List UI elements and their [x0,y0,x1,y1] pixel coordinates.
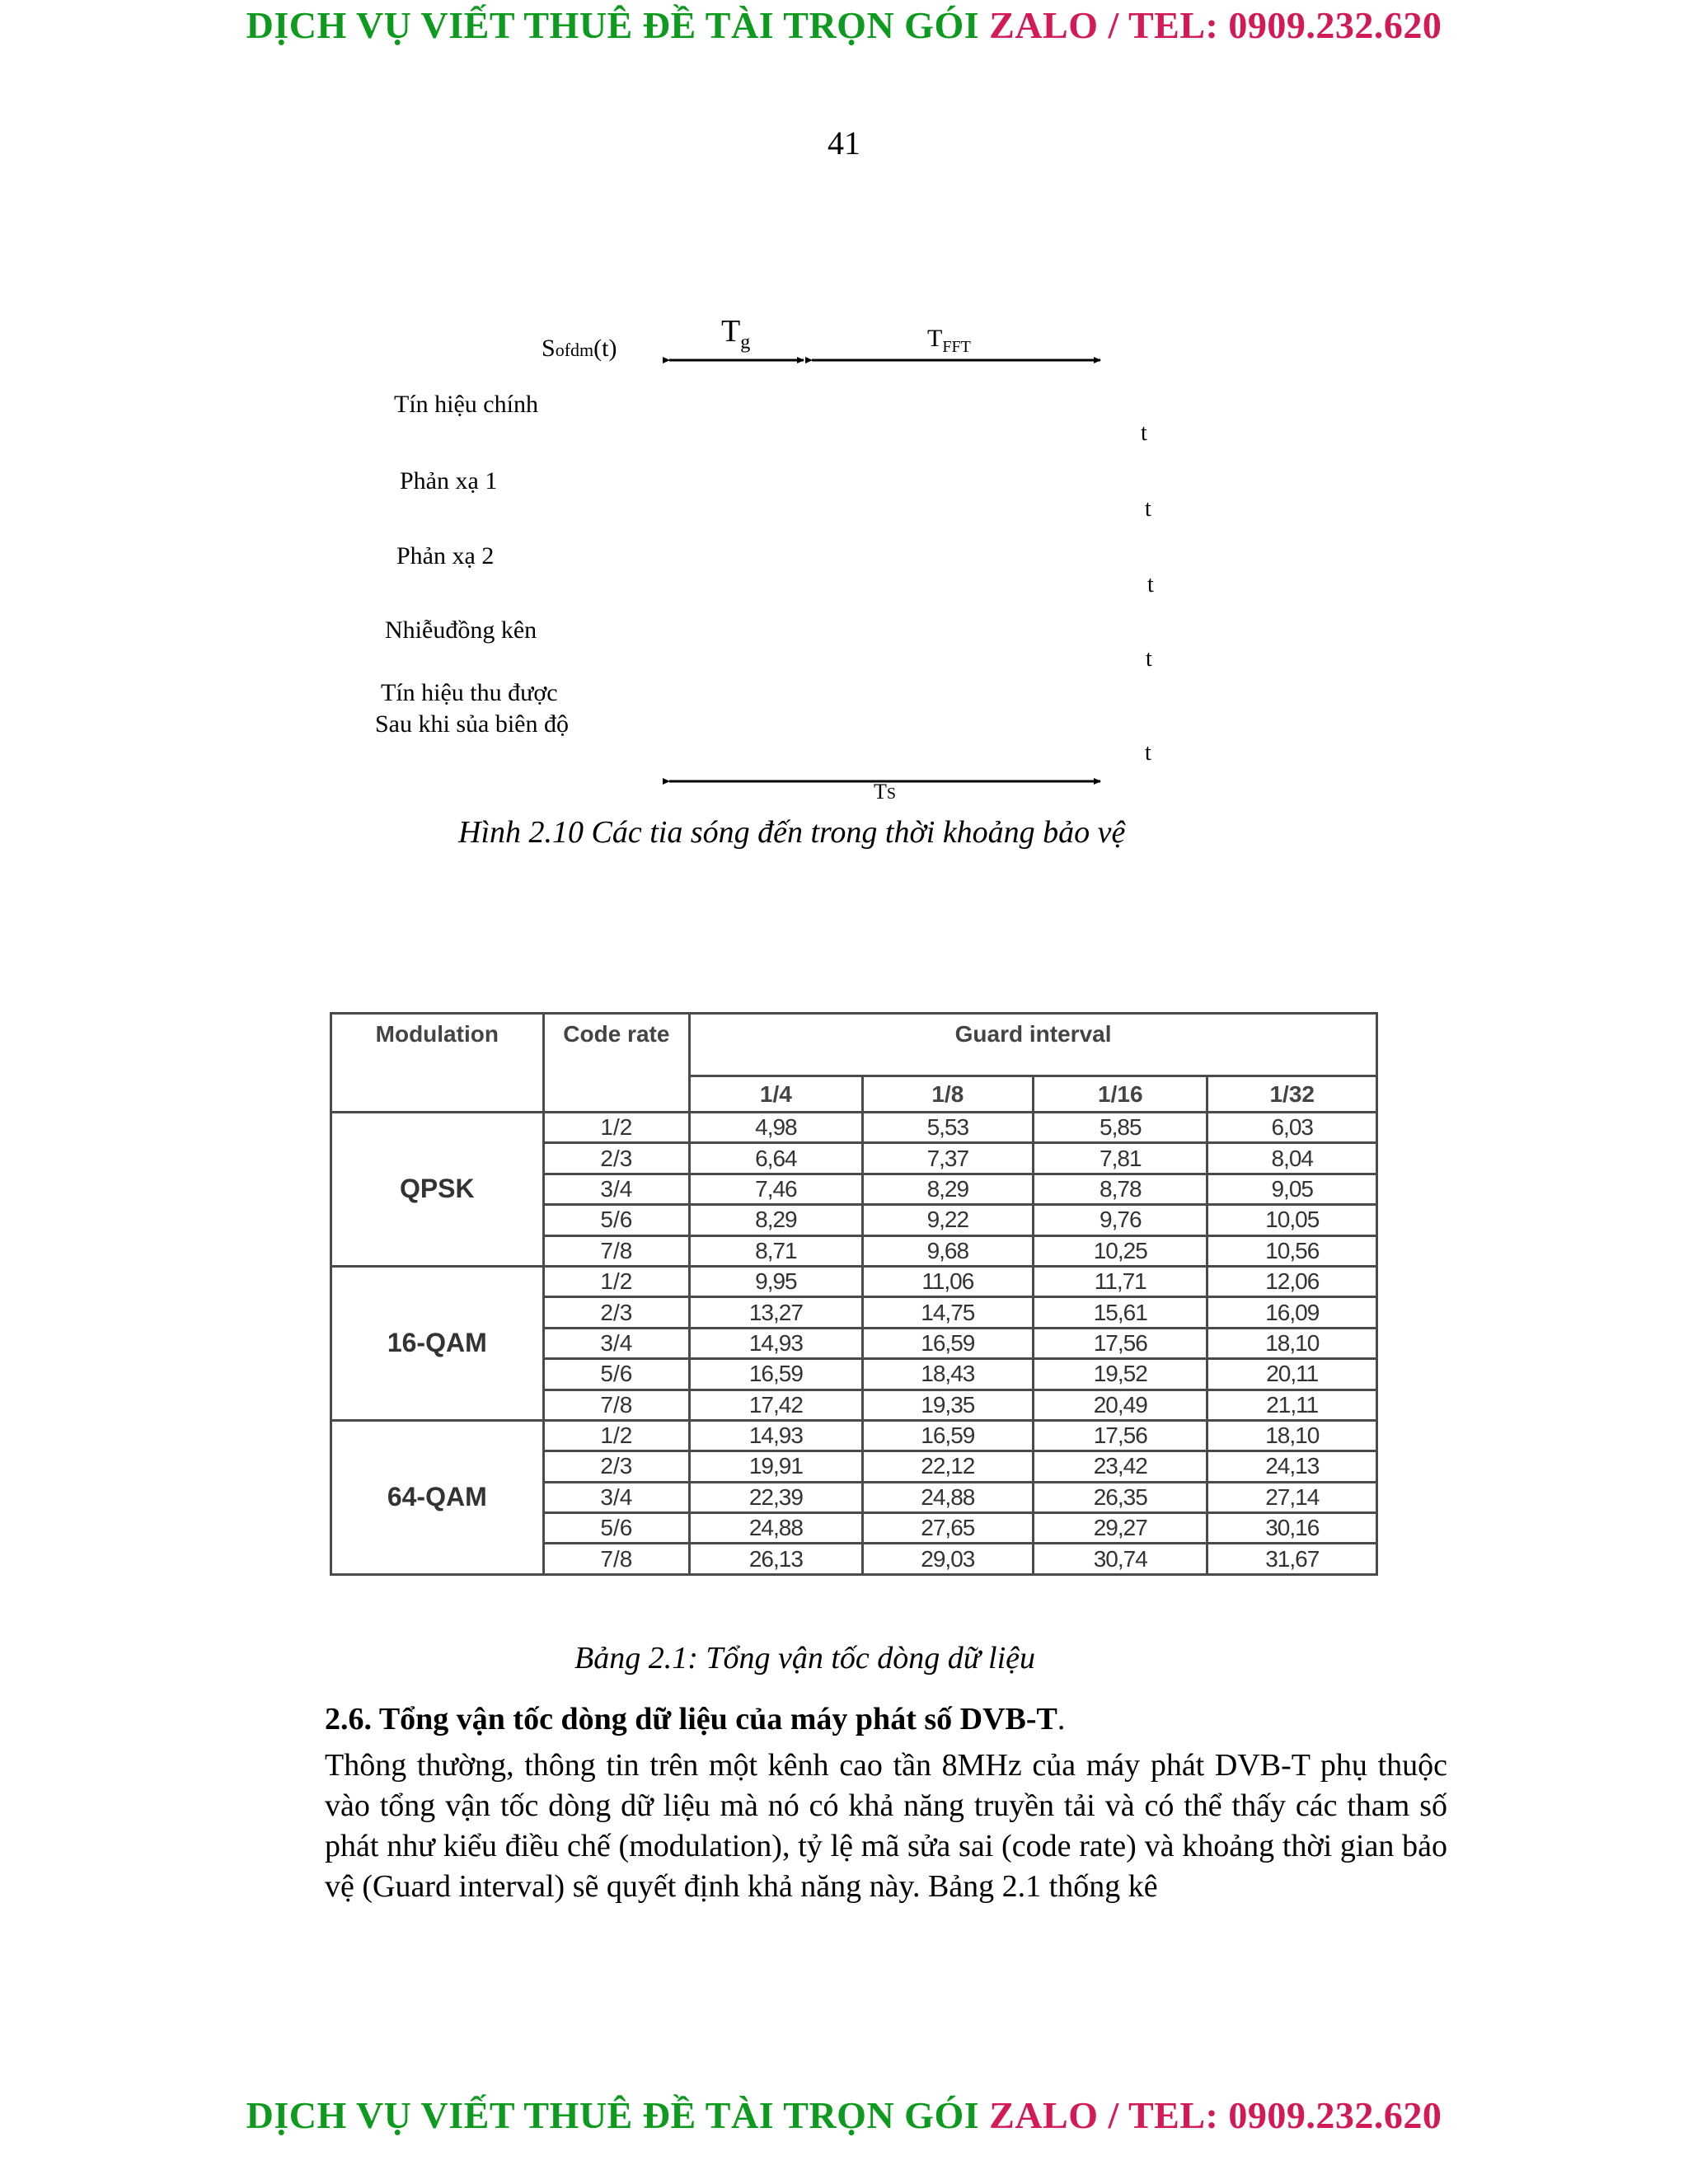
data-rate-cell: 14,93 [690,1420,862,1451]
table-row [331,1113,1377,1143]
time-axis-label: t [1147,572,1154,598]
data-rate-cell: 30,16 [1207,1513,1377,1544]
code-rate-cell: 1/2 [543,1420,690,1451]
header-modulation: Modulation [331,1014,544,1113]
data-rate-cell: 7,46 [690,1174,862,1204]
code-rate-cell: 5/6 [543,1359,690,1390]
code-rate-cell: 3/4 [543,1174,690,1204]
code-rate-cell: 2/3 [543,1143,690,1174]
data-rate-cell: 24,88 [862,1482,1033,1512]
data-rate-cell: 19,52 [1034,1359,1207,1390]
data-rate-cell: 23,42 [1034,1451,1207,1482]
data-rate-cell: 14,93 [690,1328,862,1358]
data-rate-cell: 17,42 [690,1390,862,1420]
data-rate-cell: 20,11 [1207,1359,1377,1390]
data-rate-cell: 18,10 [1207,1328,1377,1358]
data-rate-cell: 5,85 [1034,1113,1207,1143]
body-paragraph: Thông thường, thông tin trên một kênh cao tần 8MHz của máy phát DVB-T phụ thuộc vào tổng vận tốc dòng dữ liệu mà nó có khả năng truyền tải và có thể thấy các tham số phát như kiểu điều chế (modulation), tỷ lệ mã sửa sai (code rate) và khoảng thời gian bảo vệ (Guard interval) sẽ quyết định khả năng này. Bảng 2.1 thống kê [325,1748,1447,1904]
code-rate-cell: 7/8 [543,1544,690,1575]
data-rate-cell: 19,35 [862,1390,1033,1420]
time-axis-label: t [1146,646,1152,672]
page-number: 41 [828,124,860,162]
data-rate-cell: 11,71 [1034,1266,1207,1296]
data-rate-cell: 18,43 [862,1359,1033,1390]
data-rate-cell: 8,29 [862,1174,1033,1204]
data-rate-cell: 14,75 [862,1297,1033,1328]
data-rate-cell: 29,27 [1034,1513,1207,1544]
data-rate-cell: 27,14 [1207,1482,1377,1512]
header-guard-interval: Guard interval [690,1014,1377,1076]
data-rate-cell: 17,56 [1034,1328,1207,1358]
data-rate-cell: 4,98 [690,1113,862,1143]
table-row [331,1420,1377,1451]
data-rate-cell: 8,78 [1034,1174,1207,1204]
time-axis-label: t [1145,496,1151,522]
code-rate-cell: 2/3 [543,1451,690,1482]
header-guard-value: 1/8 [862,1076,1033,1113]
data-rate-cell: 26,35 [1034,1482,1207,1512]
row-label-reflection-1: Phản xạ 1 [400,467,498,494]
data-rate-cell: 5,53 [862,1113,1033,1143]
data-rate-cell: 10,25 [1034,1235,1207,1266]
signal-label: Sofdm(t) [542,335,617,362]
code-rate-cell: 5/6 [543,1513,690,1544]
header-guard-value: 1/32 [1207,1076,1377,1113]
data-rate-cell: 24,88 [690,1513,862,1544]
data-rate-cell: 7,37 [862,1143,1033,1174]
data-rate-cell: 7,81 [1034,1143,1207,1174]
data-rate-cell: 16,59 [862,1420,1033,1451]
data-rate-cell: 12,06 [1207,1266,1377,1296]
data-rate-cell: 8,29 [690,1205,862,1235]
modulation-cell: 16-QAM [331,1266,544,1420]
data-rate-cell: 9,76 [1034,1205,1207,1235]
data-rate-cell: 21,11 [1207,1390,1377,1420]
banner-contact-text: ZALO / TEL: 0909.232.620 [989,2094,1442,2136]
data-rate-cell: 8,04 [1207,1143,1377,1174]
code-rate-cell: 3/4 [543,1328,690,1358]
ts-label: TS [874,780,897,804]
data-rate-cell: 15,61 [1034,1297,1207,1328]
data-rate-cell: 16,59 [862,1328,1033,1358]
data-rate-cell: 13,27 [690,1297,862,1328]
data-rate-cell: 10,56 [1207,1235,1377,1266]
data-rate-cell: 20,49 [1034,1390,1207,1420]
code-rate-cell: 7/8 [543,1235,690,1266]
data-rate-cell: 19,91 [690,1451,862,1482]
data-rate-cell: 24,13 [1207,1451,1377,1482]
figure-caption: Hình 2.10 Các tia sóng đến trong thời khoảng bảo vệ [458,815,1126,850]
header-code-rate: Code rate [543,1014,690,1113]
row-label-main-signal: Tín hiệu chính [394,391,538,418]
code-rate-cell: 2/3 [543,1297,690,1328]
time-axis-label: t [1141,420,1147,446]
section-heading: 2.6. Tổng vận tốc dòng dữ liệu của máy phát số DVB-T. [325,1702,1066,1736]
banner-contact-text: ZALO / TEL: 0909.232.620 [989,4,1442,46]
row-label-reflection-2: Phản xạ 2 [396,542,495,569]
header-guard-value: 1/16 [1034,1076,1207,1113]
data-rate-cell: 31,67 [1207,1544,1377,1575]
modulation-cell: QPSK [331,1113,544,1267]
header-guard-value: 1/4 [690,1076,862,1113]
data-rate-cell: 16,09 [1207,1297,1377,1328]
data-rate-cell: 11,06 [862,1266,1033,1296]
code-rate-cell: 7/8 [543,1390,690,1420]
data-rate-cell: 9,05 [1207,1174,1377,1204]
tfft-label: $T_{FFT}$ [927,325,971,356]
data-rate-cell: 8,71 [690,1235,862,1266]
data-rate-cell: 6,64 [690,1143,862,1174]
time-axis-label: t [1145,740,1151,766]
data-rate-cell: 10,05 [1207,1205,1377,1235]
data-rate-cell: 6,03 [1207,1113,1377,1143]
modulation-cell: 64-QAM [331,1420,544,1574]
data-rate-cell: 17,56 [1034,1420,1207,1451]
table-caption: Bảng 2.1: Tổng vận tốc dòng dữ liệu [574,1641,1035,1675]
data-rate-cell: 22,12 [862,1451,1033,1482]
data-rate-cell: 30,74 [1034,1544,1207,1575]
row-label-after-amplitude: Sau khi sủa biên độ [375,710,569,738]
data-rate-cell: 9,95 [690,1266,862,1296]
data-rate-cell: 27,65 [862,1513,1033,1544]
tg-label: $T_g$ [721,314,751,354]
code-rate-cell: 1/2 [543,1266,690,1296]
table-row [331,1266,1377,1296]
row-label-received-signal: Tín hiệu thu được [381,679,558,706]
code-rate-cell: 5/6 [543,1205,690,1235]
data-rate-cell: 18,10 [1207,1420,1377,1451]
data-rate-cell: 22,39 [690,1482,862,1512]
banner-service-text: DỊCH VỤ VIẾT THUÊ ĐỀ TÀI TRỌN GÓI [246,4,980,46]
code-rate-cell: 3/4 [543,1482,690,1512]
data-rate-table [330,1012,1378,1576]
data-rate-cell: 9,68 [862,1235,1033,1266]
data-rate-cell: 29,03 [862,1544,1033,1575]
banner-service-text: DỊCH VỤ VIẾT THUÊ ĐỀ TÀI TRỌN GÓI [246,2094,980,2136]
figure-arrows [0,0,1688,824]
row-label-cochannel-noise: Nhiễuđồng kên [385,616,537,644]
data-rate-cell: 9,22 [862,1205,1033,1235]
footer-banner [0,2093,1688,2137]
data-rate-cell: 26,13 [690,1544,862,1575]
code-rate-cell: 1/2 [543,1113,690,1143]
data-rate-cell: 16,59 [690,1359,862,1390]
